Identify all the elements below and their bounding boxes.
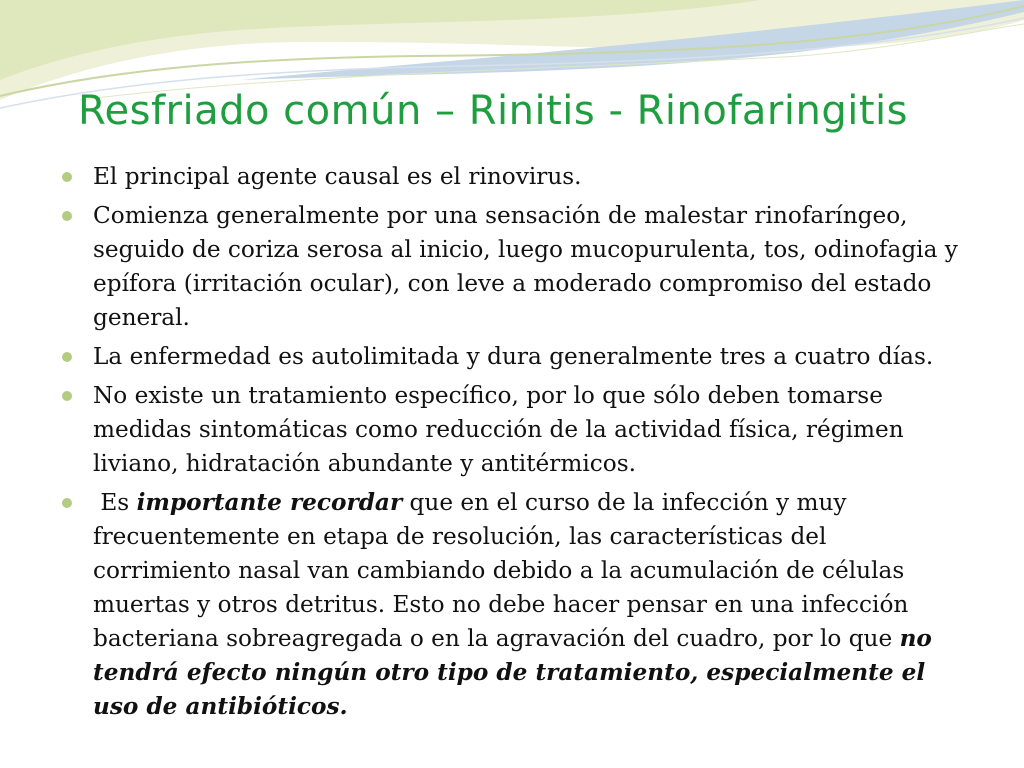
list-item — [60, 486, 970, 724]
slide-title: Resfriado común – Rinitis - Rinofaringitis — [78, 88, 908, 134]
list-item — [60, 199, 970, 335]
list-item — [60, 160, 970, 194]
bullet-icon — [62, 391, 72, 401]
bullet-text-mid: que en el curso de la infección y muy frecuentemente en etapa de resolución, las características del corrimiento nasal van cambiando debido a la acumulación de células muertas y otros detritus. Esto no debe hacer pensar en una infección bacteriana sobreagregada o en la agravación del cuadro, por lo que — [93, 489, 909, 652]
list-item — [60, 340, 970, 374]
bullet-text: El principal agente causal es el rinovirus. — [93, 163, 582, 190]
emphasis-no-effect: no tendrá efecto ningún otro tipo de tratamiento, especialmente el uso de antibióticos. — [93, 625, 932, 720]
bullet-text-pre: Es — [93, 489, 137, 516]
bullet-icon — [62, 211, 72, 221]
bullet-text: La enfermedad es autolimitada y dura generalmente tres a cuatro días. — [93, 343, 934, 370]
bullet-icon — [62, 498, 72, 508]
bullet-text: Comienza generalmente por una sensación de malestar rinofaríngeo, seguido de coriza serosa al inicio, luego mucopurulenta, tos, odinofagia y epífora (irritación ocular), con leve a moderado compromiso del estado general. — [93, 202, 958, 331]
list-item — [60, 379, 970, 481]
bullet-icon — [62, 352, 72, 362]
bullet-text: No existe un tratamiento específico, por lo que sólo deben tomarse medidas sintomáticas como reducción de la actividad física, régimen liviano, hidratación abundante y antitérmicos. — [93, 382, 904, 477]
bullet-icon — [62, 172, 72, 182]
emphasis-important-remember: importante recordar — [136, 489, 403, 516]
bullet-list — [60, 160, 970, 729]
